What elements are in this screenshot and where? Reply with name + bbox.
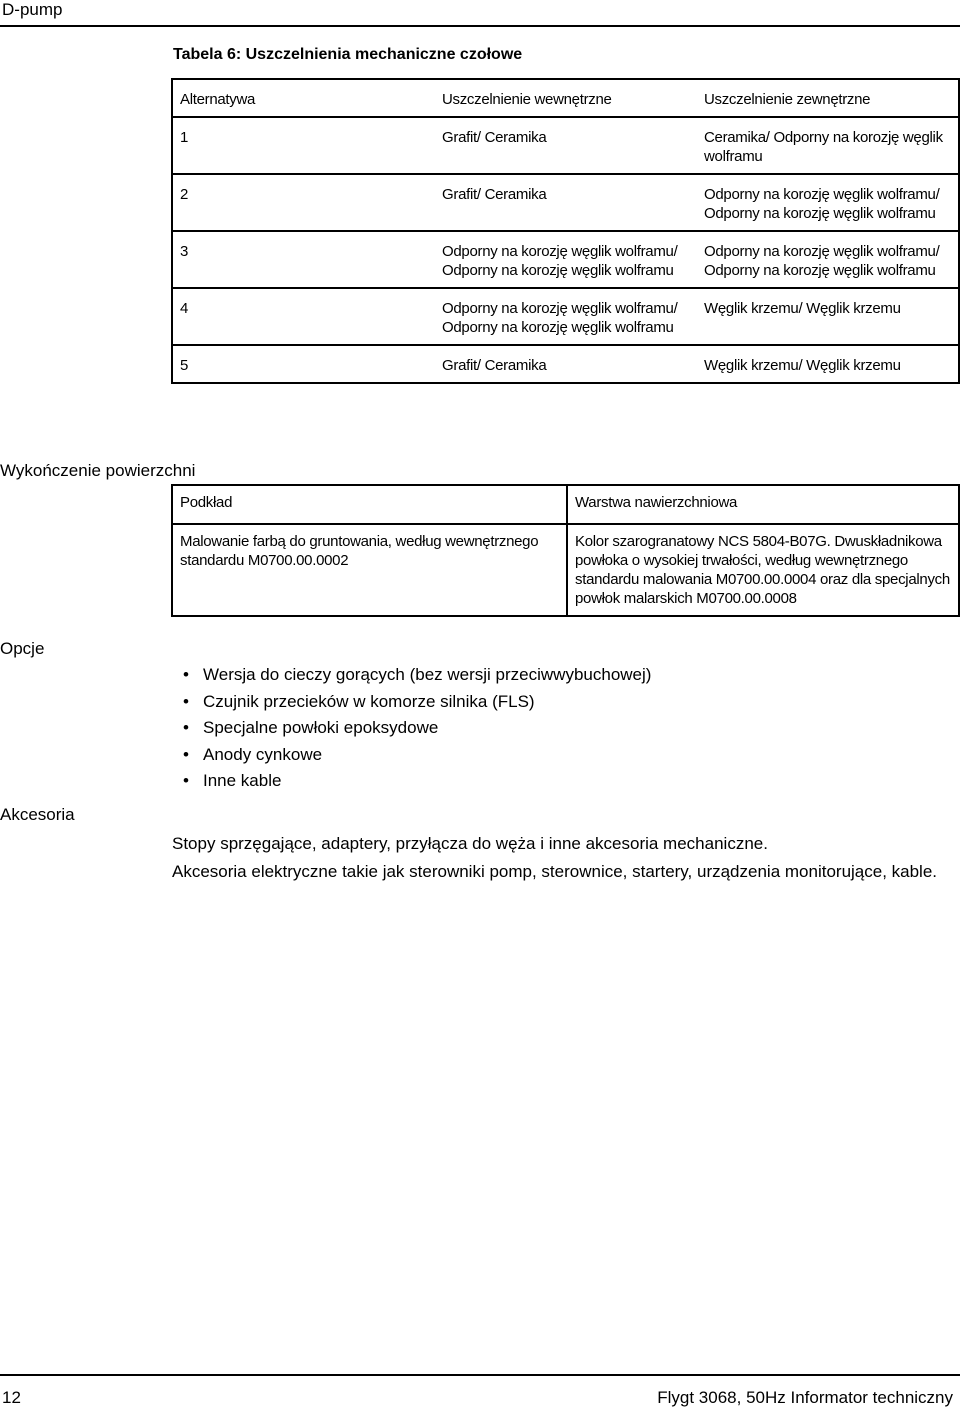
table-cell: 3 — [172, 231, 435, 288]
surface-finish-table — [171, 484, 960, 617]
list-item: • Czujnik przecieków w komorze silnika (FLS) — [181, 689, 651, 716]
table-row — [172, 117, 959, 174]
table-cell: 1 — [172, 117, 435, 174]
list-item: • Specjalne powłoki epoksydowe — [181, 715, 651, 742]
section-label-surface-finish: Wykończenie powierzchni — [0, 461, 196, 480]
bullet-icon: • — [183, 744, 189, 764]
table-cell: Ceramika/ Odporny na korozję węglik wolframu — [697, 117, 959, 174]
bullet-icon: • — [183, 718, 189, 737]
section-label-accessories: Akcesoria — [0, 805, 75, 824]
running-header: D-pump — [2, 0, 63, 19]
header-rule — [0, 25, 960, 27]
table-cell: Węglik krzemu/ Węglik krzemu — [697, 288, 959, 345]
column-header: Podkład — [172, 485, 567, 524]
list-item: • Inne kable — [181, 768, 651, 795]
bullet-icon: • — [183, 771, 189, 790]
table-cell: 2 — [172, 174, 435, 231]
options-list — [181, 662, 651, 795]
table-cell: 4 — [172, 288, 435, 345]
table-cell: Odporny na korozję węglik wolframu/ Odporny na korozję węglik wolframu — [435, 231, 697, 288]
table-row — [172, 288, 959, 345]
table-row — [172, 345, 959, 383]
column-header: Uszczelnienie wewnętrzne — [435, 79, 697, 117]
mechanical-accessories-text: Stopy sprzęgające, adaptery, przyłącza do węża i inne akcesoria mechaniczne. — [172, 834, 768, 853]
page-number: 12 — [2, 1388, 21, 1407]
table-cell: Odporny na korozję węglik wolframu/ Odporny na korozję węglik wolframu — [697, 231, 959, 288]
electrical-accessories-text: Akcesoria elektryczne takie jak sterowniki pomp, sterownice, startery, urządzenia monitorujące, kable. — [172, 862, 938, 881]
table-header-row — [172, 79, 959, 117]
list-item: • Wersja do cieczy gorących (bez wersji przeciwwybuchowej) — [181, 662, 651, 689]
section-label-options: Opcje — [0, 639, 45, 658]
primer-cell: Malowanie farbą do gruntowania, według wewnętrznego standardu M0700.00.0002 — [172, 524, 567, 616]
table-cell: Grafit/ Ceramika — [435, 117, 697, 174]
bullet-icon: • — [183, 665, 189, 684]
bullet-icon: • — [183, 691, 189, 711]
list-item: • Anody cynkowe — [181, 742, 651, 769]
column-header: Alternatywa — [172, 79, 435, 117]
table-cell: 5 — [172, 345, 435, 383]
table-cell: Grafit/ Ceramika — [435, 174, 697, 231]
table-cell: Odporny na korozję węglik wolframu/ Odporny na korozję węglik wolframu — [435, 288, 697, 345]
document-title: Flygt 3068, 50Hz Informator techniczny — [657, 1388, 953, 1407]
table-cell: Odporny na korozję węglik wolframu/ Odporny na korozję węglik wolframu — [697, 174, 959, 231]
table-header-row — [172, 485, 959, 524]
table-row — [172, 231, 959, 288]
footer-rule — [0, 1374, 960, 1376]
topcoat-cell: Kolor szarogranatowy NCS 5804-B07G. Dwuskładnikowa powłoka o wysokiej trwałości, według wewnętrznego standardu malowania M0700.00.0004 oraz dla specjalnych powłok malarskich M0700.00.0008 — [567, 524, 959, 616]
mechanical-seals-table — [171, 78, 960, 384]
column-header: Warstwa nawierzchniowa — [567, 485, 959, 524]
column-header: Uszczelnienie zewnętrzne — [697, 79, 959, 117]
table-cell: Węglik krzemu/ Węglik krzemu — [697, 345, 959, 383]
table-row — [172, 524, 959, 616]
table-cell: Grafit/ Ceramika — [435, 345, 697, 383]
table-row — [172, 174, 959, 231]
table-caption: Tabela 6: Uszczelnienia mechaniczne czołowe — [173, 46, 523, 63]
